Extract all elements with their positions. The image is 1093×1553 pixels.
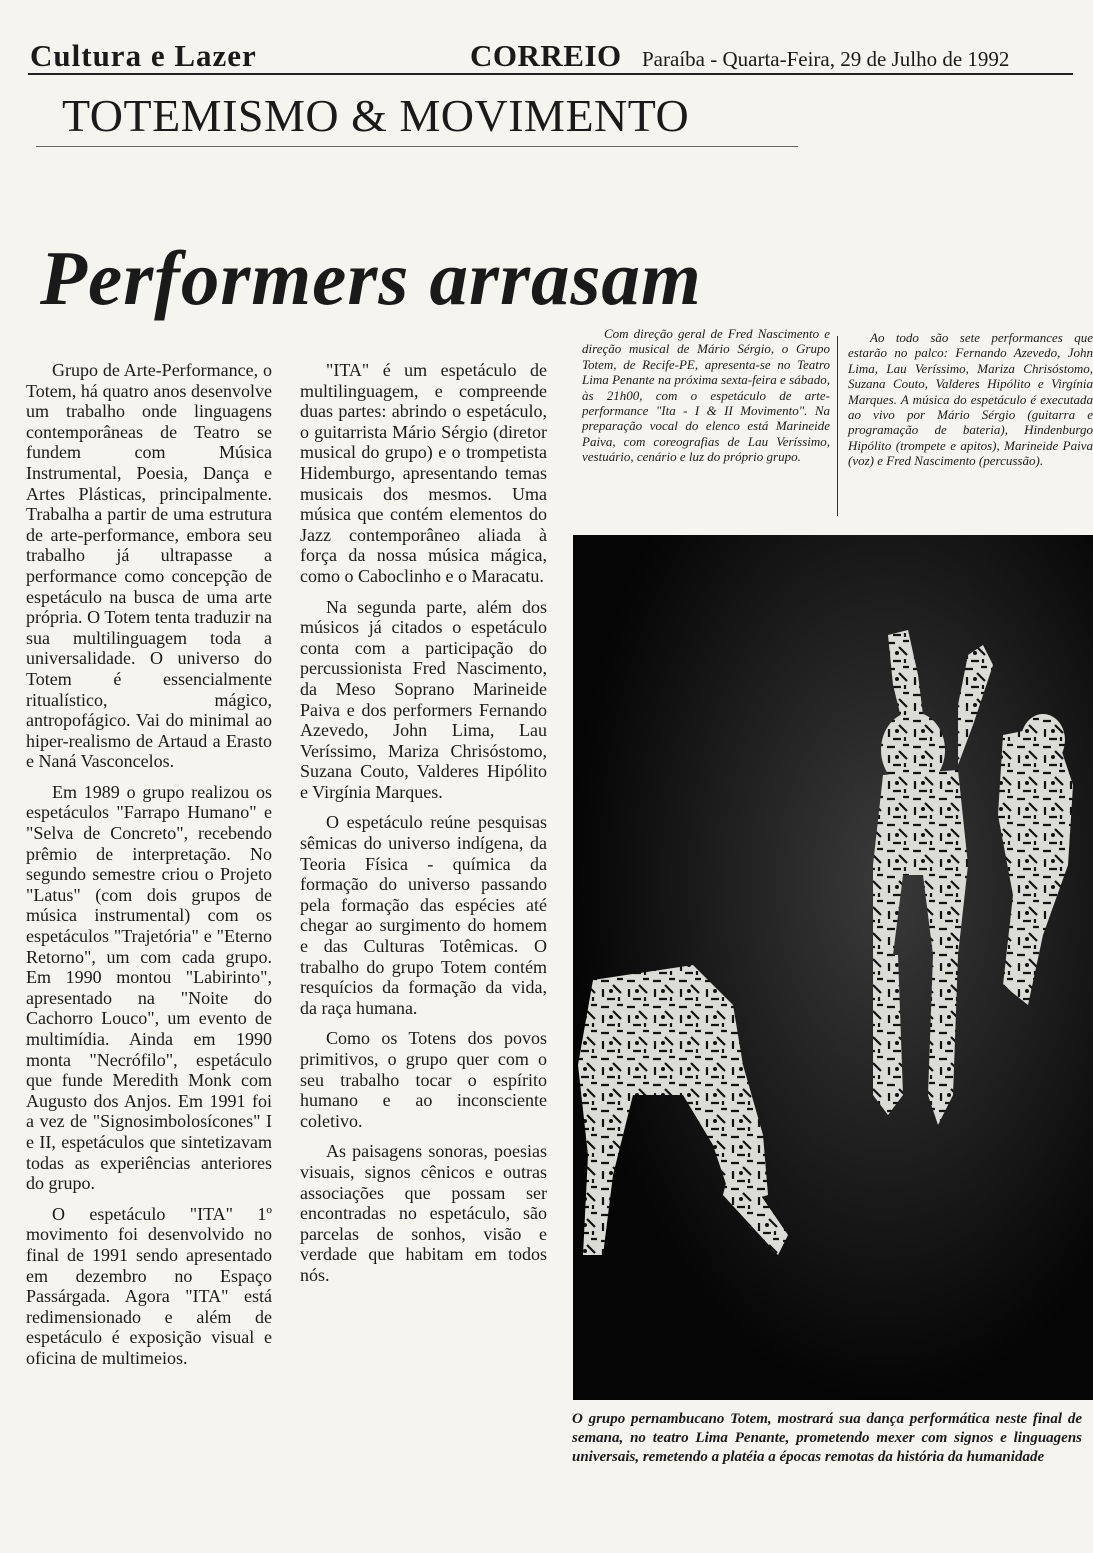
intro-text-left [582, 326, 830, 465]
series-rule [36, 146, 798, 147]
article-paragraph: Na segunda parte, além dos músicos já citados o espetáculo conta com a participação do percussionista Fred Nascimento, da Meso Soprano Marineide Paiva e dos performers Fernando Azevedo, John Lima, Lau Veríssimo, Mariza Chrisóstomo, Suzana Couto, Valderes Hipólito e Virgínia Marques. [300, 596, 547, 802]
performance-photo-image [573, 535, 1093, 1400]
intro-paragraph: Com direção geral de Fred Nascimento e direção musical de Mário Sérgio, o Grupo Totem, de Recife-PE, apresenta-se no Teatro Lima Penante na próxima sexta-feira e sábado, às 21h00, com o espetáculo de arte-performance "Ita - I & II Movimento". Na preparação vocal do elenco está Marineide Paiva, com coreografias de Lau Veríssimo, vestuário, cenário e luz do próprio grupo. [582, 326, 830, 465]
intro-text-right [848, 330, 1093, 469]
article-paragraph: As paisagens sonoras, poesias visuais, signos cênicos e outras associações que possam ser encontradas no espetáculo, são parcelas de sonhos, visão e verdade que habitam em todos nós. [300, 1141, 547, 1285]
article-paragraph: O espetáculo "ITA" 1º movimento foi desenvolvido no final de 1991 sendo apresentado em dezembro no Espaço Passárgada. Agora "ITA" está redimensionado e além de espetáculo é exposição visual e oficina de multimeios. [26, 1203, 272, 1368]
masthead-rule [28, 73, 1073, 75]
photo-caption: O grupo pernambucano Totem, mostrará sua dança performática neste final de semana, no teatro Lima Penante, prometendo mexer com signos e linguagens universais, remetendo a platéia a épocas remotas da história da humanidade [572, 1411, 1082, 1465]
article-paragraph: Em 1989 o grupo realizou os espetáculos "Farrapo Humano" e "Selva de Concreto", recebendo prêmio de interpretação. No segundo semestre criou o Projeto "Latus" (com dois grupos de música instrumental) com os espetáculos "Trajetória" e "Eterno Retorno", um com cada grupo. Em 1990 montou "Labirinto", apresentado na "Noite do Cachorro Louco", um evento de multimídia. Ainda em 1990 monta "Necrófilo", espetáculo que funde Meredith Monk com Augusto dos Anjos. Em 1991 foi a vez de "Signosimbolosícones" I e II, espetáculos que sintetizavam todas as experiências anteriores do grupo. [26, 781, 272, 1194]
article-paragraph: Como os Totens dos povos primitivos, o grupo quer com o seu trabalho tocar o espírito humano e ao inconsciente coletivo. [300, 1028, 547, 1131]
newspaper-name: CORREIO [470, 38, 622, 73]
section-name: Cultura e Lazer [30, 38, 257, 73]
headline: Performers arrasam [40, 235, 702, 321]
article-column-2 [300, 360, 547, 1286]
article-paragraph: O espetáculo reúne pesquisas sêmicas do universo indígena, da Teoria Física - química da formação do universo passando pela formação das espécies até chegar ao surgimento do homem e das Culturas Totêmicas. O trabalho do grupo Totem contém resquícios da formação da vida, da raça humana. [300, 812, 547, 1018]
dateline: Paraíba - Quarta-Feira, 29 de Julho de 1992 [642, 47, 1010, 71]
performance-photo [573, 535, 1093, 1400]
intro-paragraph: Ao todo são sete performances que estarão no palco: Fernando Azevedo, John Lima, Lau Veríssimo, Mariza Chrisóstomo, Suzana Couto, Valderes Hipólito e Virgínia Marques. A música do espetáculo é executada ao vivo por Mário Sérgio (guitarra e programação de bateria), Hindenburgo Hipólito (trompete e apitos), Marineide Paiva (voz) e Fred Nascimento (percussão). [848, 330, 1093, 469]
article-column-1 [26, 360, 272, 1369]
article-paragraph: "ITA" é um espetáculo de multilinguagem, e compreende duas partes: abrindo o espetáculo, o guitarrista Mário Sérgio (diretor musical do grupo) e o trompetista Hidemburgo, apresentando temas musicais dos mesmos. Uma música que contém elementos do Jazz contemporâneo aliada à força da nossa música mágica, como o Caboclinho e o Maracatu. [300, 360, 547, 586]
column-divider [837, 336, 838, 516]
masthead [0, 0, 1093, 80]
series-title: TOTEMISMO & MOVIMENTO [62, 90, 690, 141]
article-paragraph: Grupo de Arte-Performance, o Totem, há quatro anos desenvolve um trabalho onde linguagens contemporâneas de Teatro se fundem com Música Instrumental, Poesia, Dança e Artes Plásticas, principalmente. Trabalha a partir de uma estrutura de arte-performance, embora seu trabalho já ultrapasse a performance como concepção de espetáculo na busca de uma arte própria. O Totem tenta traduzir na sua multilinguagem toda a universalidade. O universo do Totem é essencialmente ritualístico, mágico, antropofágico. Vai do minimal ao hiper-realismo de Artaud a Erasto e Naná Vasconcelos. [26, 360, 272, 772]
